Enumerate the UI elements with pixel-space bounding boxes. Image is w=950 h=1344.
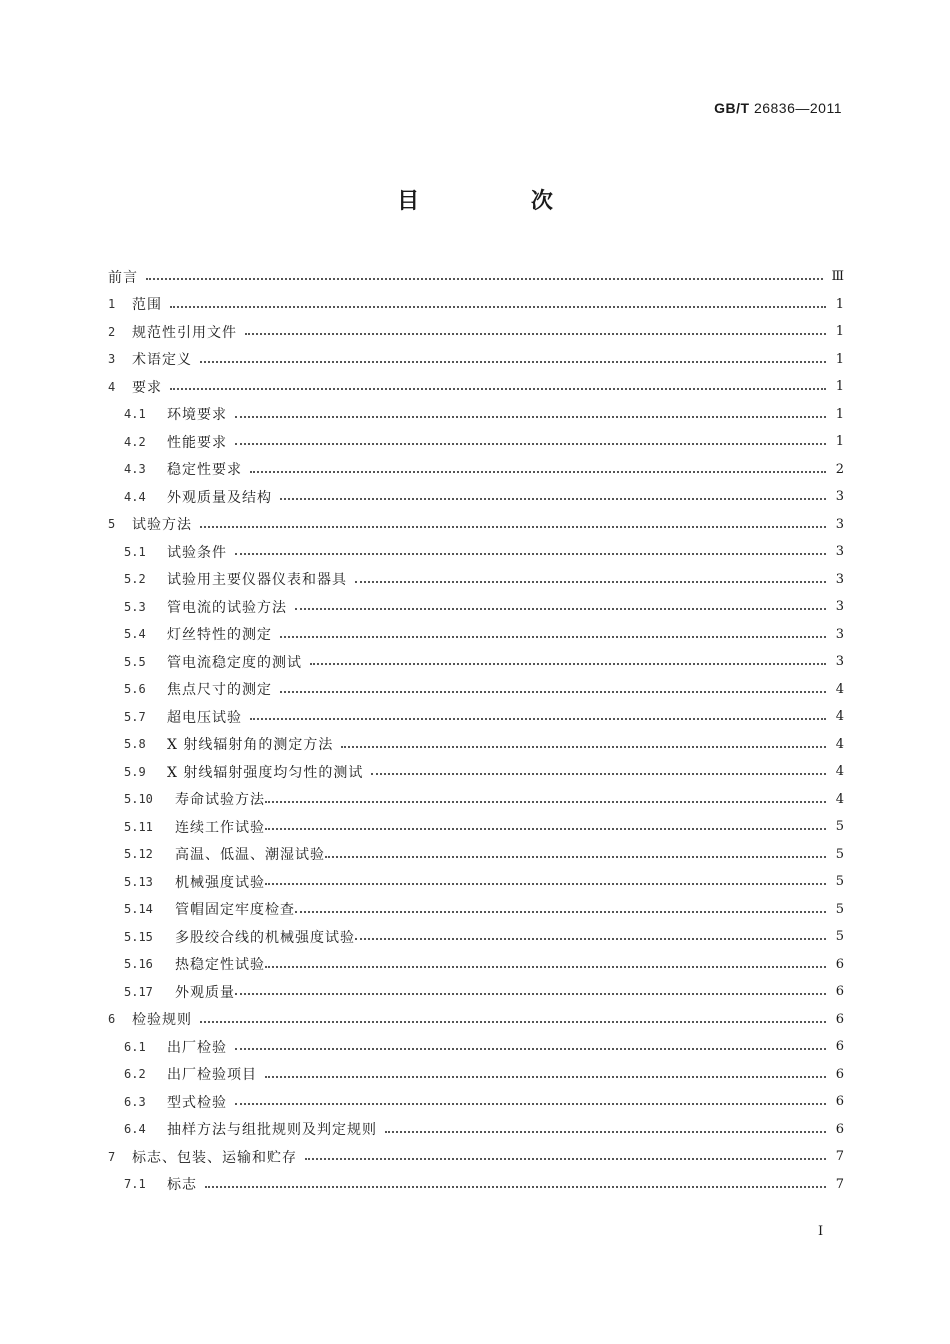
toc-entry[interactable] <box>108 456 844 484</box>
toc-entry-label: 焦点尺寸的测定 <box>167 682 272 699</box>
toc-entry-number: 5.9 <box>124 764 146 779</box>
toc-dot-leader <box>245 332 826 335</box>
toc-dot-leader <box>325 855 826 858</box>
toc-entry[interactable] <box>108 483 844 511</box>
toc-dot-leader <box>265 1075 826 1078</box>
toc-entry-number: 5.8 <box>124 737 146 752</box>
toc-entry-number: 5.7 <box>124 709 146 724</box>
toc-entry-page: 4 <box>835 681 844 697</box>
toc-entry-page: 5 <box>835 901 844 917</box>
toc-entry[interactable] <box>108 1033 844 1061</box>
toc-entry-number: 5.12 <box>124 847 153 862</box>
toc-entry-page: 1 <box>835 324 844 340</box>
toc-entry-page: 3 <box>835 489 844 505</box>
toc-entry-label: 外观质量及结构 <box>167 489 272 506</box>
toc-entry[interactable] <box>108 786 844 814</box>
toc-entry-label: X 射线辐射强度均匀性的测试 <box>167 764 364 781</box>
toc-dot-leader <box>170 305 826 308</box>
toc-entry-page: 3 <box>835 599 844 615</box>
toc-entry-number: 4 <box>108 379 116 394</box>
toc-entry-page: 6 <box>835 1039 844 1055</box>
toc-entry[interactable] <box>108 1088 844 1116</box>
toc-entry-page: 3 <box>835 571 844 587</box>
toc-entry-number: 5.5 <box>124 654 146 669</box>
toc-entry-number: 4.3 <box>124 462 146 477</box>
toc-entry-number: 3 <box>108 352 116 367</box>
toc-entry-page: 1 <box>835 296 844 312</box>
toc-entry-label: 范围 <box>132 297 162 314</box>
toc-dot-leader <box>200 360 826 363</box>
toc-entry-page: 5 <box>835 819 844 835</box>
toc-entry-label: 热稳定性试验 <box>175 957 265 974</box>
toc-entry-label: 试验用主要仪器仪表和器具 <box>167 572 347 589</box>
toc-entry[interactable] <box>108 1116 844 1144</box>
toc-dot-leader <box>385 1130 826 1133</box>
toc-entry-number: 5.14 <box>124 902 153 917</box>
standard-code <box>714 100 842 116</box>
toc-dot-leader <box>265 965 826 968</box>
toc-entry-page: 7 <box>835 1176 844 1192</box>
toc-dot-leader <box>265 800 826 803</box>
toc-entry-number: 4.2 <box>124 434 146 449</box>
toc-entry[interactable] <box>108 1006 844 1034</box>
toc-entry-label: 试验条件 <box>167 544 227 561</box>
toc-entry-page: 6 <box>835 956 844 972</box>
toc-entry-page: 4 <box>835 709 844 725</box>
toc-entry[interactable] <box>108 648 844 676</box>
toc-entry-number: 7 <box>108 1149 116 1164</box>
toc-entry-number: 5.17 <box>124 984 153 999</box>
toc-entry[interactable] <box>108 731 844 759</box>
toc-entry[interactable] <box>108 1061 844 1089</box>
toc-entry[interactable] <box>108 1143 844 1171</box>
toc-entry-page: 1 <box>835 379 844 395</box>
toc-entry[interactable] <box>108 593 844 621</box>
toc-entry[interactable] <box>108 758 844 786</box>
table-of-contents <box>108 263 844 1198</box>
toc-entry[interactable] <box>108 923 844 951</box>
toc-entry-label: 外观质量 <box>175 984 235 1001</box>
toc-dot-leader <box>341 745 826 748</box>
toc-entry-page: 5 <box>835 874 844 890</box>
toc-entry-page: 6 <box>835 1011 844 1027</box>
toc-entry-number: 5.2 <box>124 572 146 587</box>
toc-entry-number: 6.3 <box>124 1094 146 1109</box>
toc-entry-page: 1 <box>835 406 844 422</box>
toc-entry-page: 3 <box>835 516 844 532</box>
toc-dot-leader <box>280 635 826 638</box>
toc-entry-page: 5 <box>835 846 844 862</box>
toc-entry-label: 前言 <box>108 269 138 286</box>
toc-entry[interactable] <box>108 428 844 456</box>
toc-dot-leader <box>265 827 826 830</box>
toc-entry-label: 稳定性要求 <box>167 462 242 479</box>
toc-entry-page: 1 <box>835 434 844 450</box>
toc-dot-leader <box>305 1157 826 1160</box>
toc-entry-number: 2 <box>108 324 116 339</box>
toc-entry-number: 6.4 <box>124 1122 146 1137</box>
toc-entry-label: 标志 <box>167 1177 197 1194</box>
toc-entry-label: 试验方法 <box>132 517 192 534</box>
toc-dot-leader <box>310 662 826 665</box>
toc-entry[interactable] <box>108 978 844 1006</box>
standard-code-number: 26836—2011 <box>749 100 842 116</box>
toc-dot-leader <box>295 910 826 913</box>
toc-entry-label: 型式检验 <box>167 1094 227 1111</box>
toc-dot-leader <box>295 607 826 610</box>
toc-dot-leader <box>280 690 826 693</box>
toc-entry-label: 性能要求 <box>167 434 227 451</box>
toc-dot-leader <box>250 470 826 473</box>
toc-entry-label: 要求 <box>132 379 162 396</box>
toc-entry-number: 4.1 <box>124 407 146 422</box>
toc-dot-leader <box>355 937 826 940</box>
toc-entry-number: 7.1 <box>124 1177 146 1192</box>
toc-dot-leader <box>200 1020 826 1023</box>
toc-entry[interactable] <box>108 401 844 429</box>
toc-entry[interactable] <box>108 511 844 539</box>
toc-entry-page: Ⅲ <box>831 269 844 285</box>
toc-entry[interactable] <box>108 373 844 401</box>
toc-entry-page: 6 <box>835 984 844 1000</box>
page-footer-number: I <box>818 1224 824 1239</box>
toc-entry-label: 超电压试验 <box>167 709 242 726</box>
toc-entry-number: 4.4 <box>124 489 146 504</box>
standard-code-prefix: GB/T <box>714 100 750 116</box>
toc-entry-label: 检验规则 <box>132 1012 192 1029</box>
toc-entry-label: 环境要求 <box>167 407 227 424</box>
toc-entry[interactable] <box>108 538 844 566</box>
toc-entry[interactable] <box>108 621 844 649</box>
toc-entry-label: X 射线辐射角的测定方法 <box>167 737 334 754</box>
toc-entry-label: 抽样方法与组批规则及判定规则 <box>167 1122 377 1139</box>
toc-entry-label: 术语定义 <box>132 352 192 369</box>
toc-entry-number: 5.10 <box>124 792 153 807</box>
toc-entry[interactable] <box>108 566 844 594</box>
toc-dot-leader <box>170 387 826 390</box>
toc-entry-number: 5.6 <box>124 682 146 697</box>
toc-entry-number: 6 <box>108 1012 116 1027</box>
toc-entry-page: 2 <box>835 461 844 477</box>
toc-entry-label: 灯丝特性的测定 <box>167 627 272 644</box>
toc-dot-leader <box>250 717 826 720</box>
toc-entry-page: 3 <box>835 544 844 560</box>
toc-entry-label: 出厂检验 <box>167 1039 227 1056</box>
toc-dot-leader <box>355 580 826 583</box>
toc-entry-number: 6.2 <box>124 1067 146 1082</box>
toc-dot-leader <box>205 1185 826 1188</box>
toc-entry-number: 5.11 <box>124 819 153 834</box>
toc-entry-number: 5 <box>108 517 116 532</box>
toc-entry-number: 5.4 <box>124 627 146 642</box>
toc-entry-page: 1 <box>835 351 844 367</box>
toc-entry-number: 6.1 <box>124 1039 146 1054</box>
toc-entry-label: 管帽固定牢度检查 <box>175 902 295 919</box>
toc-dot-leader <box>235 992 826 995</box>
toc-entry-number: 5.1 <box>124 544 146 559</box>
toc-entry-label: 高温、低温、潮湿试验 <box>175 847 325 864</box>
toc-dot-leader <box>280 497 826 500</box>
toc-entry-label: 规范性引用文件 <box>132 324 237 341</box>
toc-entry-label: 标志、包装、运输和贮存 <box>132 1149 297 1166</box>
toc-entry-label: 多股绞合线的机械强度试验 <box>175 929 355 946</box>
toc-entry[interactable] <box>108 318 844 346</box>
toc-entry-page: 5 <box>835 929 844 945</box>
toc-entry[interactable] <box>108 841 844 869</box>
toc-entry[interactable] <box>108 1171 844 1199</box>
toc-entry-label: 管电流的试验方法 <box>167 599 287 616</box>
toc-dot-leader <box>235 1102 826 1105</box>
toc-dot-leader <box>265 882 826 885</box>
toc-dot-leader <box>235 442 826 445</box>
toc-entry[interactable] <box>108 346 844 374</box>
toc-entry[interactable] <box>108 703 844 731</box>
toc-entry[interactable] <box>108 896 844 924</box>
toc-entry-page: 4 <box>835 791 844 807</box>
toc-entry-page: 6 <box>835 1094 844 1110</box>
toc-entry-page: 6 <box>835 1121 844 1137</box>
toc-entry-label: 连续工作试验 <box>175 819 265 836</box>
toc-entry-number: 5.3 <box>124 599 146 614</box>
toc-dot-leader <box>146 277 823 280</box>
toc-entry-page: 4 <box>835 764 844 780</box>
toc-entry-label: 机械强度试验 <box>175 874 265 891</box>
toc-entry-label: 寿命试验方法 <box>175 792 265 809</box>
toc-dot-leader <box>235 552 826 555</box>
toc-entry[interactable] <box>108 291 844 319</box>
toc-dot-leader <box>371 772 826 775</box>
toc-entry[interactable] <box>108 813 844 841</box>
toc-entry[interactable] <box>108 951 844 979</box>
toc-entry-page: 3 <box>835 654 844 670</box>
toc-dot-leader <box>235 415 826 418</box>
toc-dot-leader <box>235 1047 826 1050</box>
toc-entry[interactable] <box>108 868 844 896</box>
toc-entry-number: 1 <box>108 297 116 312</box>
toc-entry-page: 4 <box>835 736 844 752</box>
toc-dot-leader <box>200 525 826 528</box>
page-title: 目 次 <box>397 188 605 214</box>
toc-entry-label: 出厂检验项目 <box>167 1067 257 1084</box>
toc-entry-page: 3 <box>835 626 844 642</box>
toc-entry-page: 7 <box>835 1149 844 1165</box>
toc-entry-label: 管电流稳定度的测试 <box>167 654 302 671</box>
toc-entry[interactable] <box>108 676 844 704</box>
toc-entry-page: 6 <box>835 1066 844 1082</box>
toc-entry-number: 5.16 <box>124 957 153 972</box>
toc-entry[interactable] <box>108 263 844 291</box>
toc-entry-number: 5.13 <box>124 874 153 889</box>
toc-entry-number: 5.15 <box>124 929 153 944</box>
